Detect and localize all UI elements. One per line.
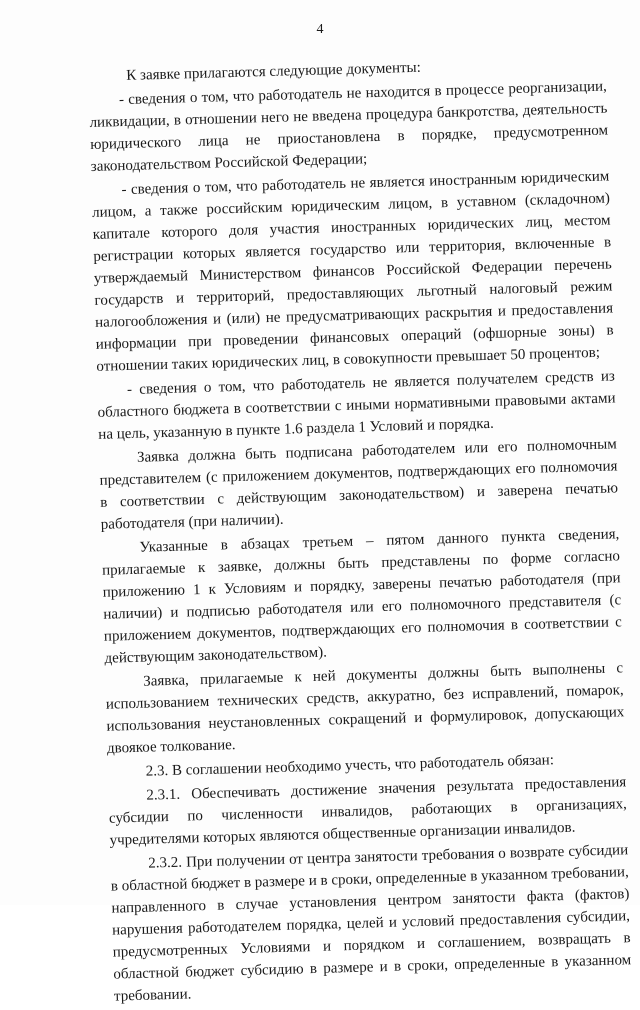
list-item-reorganization: - сведения о том, что работодатель не находится в процессе реорганизации, ликвидации, в отношении него не введена процедура банкротства, деятельность юридического лица не приостановлена в порядке, предусмотренном законодательством Российской Федерации;: [89, 78, 609, 175]
clause-2-3: 2.3. В соглашении необходимо учесть, что работодатель обязан:: [145, 752, 555, 780]
paragraph-signature: Заявка должна быть подписана работодателем или его полномочным представителем (с приложением документов, подтверждающих его полномочия в соответствии с действующим законодательством) и заверена печатью работодателя (при наличии).: [99, 436, 619, 533]
document-body: [88, 52, 632, 1010]
paragraph-requirements: Заявка, прилагаемые к ней документы должны быть выполнены с использованием технических средств, аккуратно, без исправлений, помарок, использования неустановленных сокращений и формулировок, допускающих двоякое толкование.: [105, 660, 625, 757]
list-item-budget-funds: - сведения о том, что работодатель не является получателем средств из областного бюджета в соответствии с иными нормативными правовыми актами на цель, указанную в пункте 1.6 раздела 1 Условий и порядка.: [97, 368, 616, 443]
clause-2-3-1: 2.3.1. Обеспечивать достижение значения результата предоставления субсидии по численности инвалидов, работающих в организациях, учредителями которых являются общественные организации инвалидов.: [108, 774, 628, 849]
page-number: 4: [316, 22, 324, 37]
paragraph-form: Указанные в абзацах третьем – пятом данного пункта сведения, прилагаемые к заявке, должны быть представлены по форме согласно приложению 1 к Условиям и порядку, заверены печатью работодателя (при наличии) и подписью работодателя или его полномочного представителя (с приложением документов, подтверждающих его полномочия в соответствии с действующим законодательством).: [101, 526, 622, 667]
clause-2-3-2: 2.3.2. При получении от центра занятости требования о возврате субсидии в областной бюджет в размере и в сроки, определенные в указанном требовании, направленного в случае установления центром занятости факта (фактов) нарушения работодателем порядка, целей и условий предоставления субсидии, предусмотренных Условиями и порядком и соглашением, возвращать в областной бюджет субсидию в размере и в сроки, определенные в указанном требовании.: [110, 842, 632, 1005]
paragraph-intro: К заявке прилагаются следующие документы:: [126, 59, 422, 84]
list-item-foreign-capital: - сведения о том, что работодатель не является иностранным юридическим лицом, а также российским юридическим лицом, в уставном (складочном) капитале которого доля участия иностранных юридических лиц, местом регистрации которых является государство или территория, включенные в утверждаемый Министерством финансов Российской Федерации перечень государств и территорий, предоставляющих льготный налоговый режим налогообложения и (или) не предусматривающих раскрытия и предоставления информации при проведении финансовых операций (офшорные зоны) в отношении таких юридических лиц, в совокупности превышает 50 процентов;: [91, 168, 614, 375]
